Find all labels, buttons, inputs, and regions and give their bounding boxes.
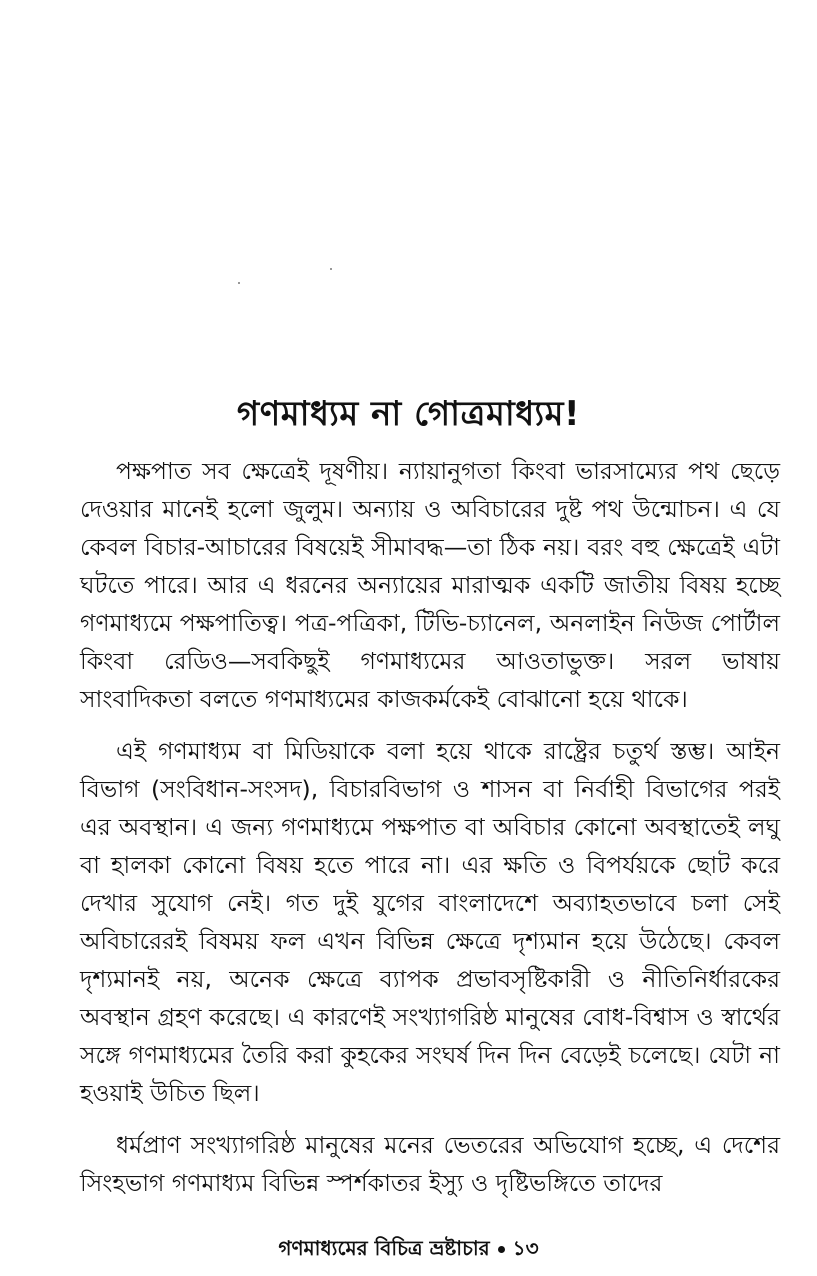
scan-speck xyxy=(330,268,332,270)
chapter-title: গণমাধ্যম না গোত্রমাধ্যম! xyxy=(236,394,581,434)
bullet-separator-icon xyxy=(498,1246,505,1253)
body-text xyxy=(80,452,780,1216)
scan-speck xyxy=(238,282,240,284)
page-number: ১৩ xyxy=(512,1236,539,1260)
paragraph-3: ধর্মপ্রাণ সংখ্যাগরিষ্ঠ মানুষের মনের ভেতরের অভিযোগ হচ্ছে, এ দেশের সিংহভাগ গণমাধ্যম বিভিন্ন স্পর্শকাতর ইস্যু ও দৃষ্টিভঙ্গিতে তাদের xyxy=(80,1131,780,1197)
page-footer xyxy=(0,1234,817,1262)
paragraph-2: এই গণমাধ্যম বা মিডিয়াকে বলা হয়ে থাকে রাষ্ট্রের চতুর্থ স্তম্ভ। আইন বিভাগ (সংবিধান-সংসদ), বিচারবিভাগ ও শাসন বা নির্বাহী বিভাগের পরই এর অবস্থান। এ জন্য গণমাধ্যমে পক্ষপাত বা অবিচার কোনো অবস্থাতেই লঘু বা হালকা কোনো বিষয় হতে পারে না। এর ক্ষতি ও বিপর্যয়কে ছোট করে দেখার সুযোগ নেই। গত দুই যুগের বাংলাদেশে অব্যাহতভাবে চলা সেই অবিচারেরই বিষময় ফল এখন বিভিন্ন ক্ষেত্রে দৃশ্যমান হয়ে উঠেছে। কেবল দৃশ্যমানই নয়, অনেক ক্ষেত্রে ব্যাপক প্রভাবসৃষ্টিকারী ও নীতিনির্ধারকের অবস্থান গ্রহণ করেছে। এ কারণেই সংখ্যাগরিষ্ঠ মানুষের বোধ-বিশ্বাস ও স্বার্থের সঙ্গে গণমাধ্যমের তৈরি করা কুহকের সংঘর্ষ দিন দিন বেড়েই চলেছে। যেটা না হওয়াই উচিত ছিল। xyxy=(80,737,780,1107)
running-book-title: গণমাধ্যমের বিচিত্র ভ্রষ্টাচার xyxy=(278,1236,490,1260)
paragraph-1: পক্ষপাত সব ক্ষেত্রেই দূষণীয়। ন্যায়ানুগতা কিংবা ভারসাম্যের পথ ছেড়ে দেওয়ার মানেই হলো জুলুম। অন্যায় ও অবিচারের দুষ্ট পথ উন্মোচন। এ যে কেবল বিচার-আচারের বিষয়েই সীমাবদ্ধ—তা ঠিক নয়। বরং বহু ক্ষেত্রেই এটা ঘটতে পারে। আর এ ধরনের অন্যায়ের মারাত্মক একটি জাতীয় বিষয় হচ্ছে গণমাধ্যমে পক্ষপাতিত্ব। পত্র-পত্রিকা, টিভি-চ্যানেল, অনলাইন নিউজ পোর্টাল কিংবা রেডিও—সবকিছুই গণমাধ্যমের আওতাভুক্ত। সরল ভাষায় সাংবাদিকতা বলতে গণমাধ্যমের কাজকর্মকেই বোঝানো হয়ে থাকে। xyxy=(80,457,780,713)
